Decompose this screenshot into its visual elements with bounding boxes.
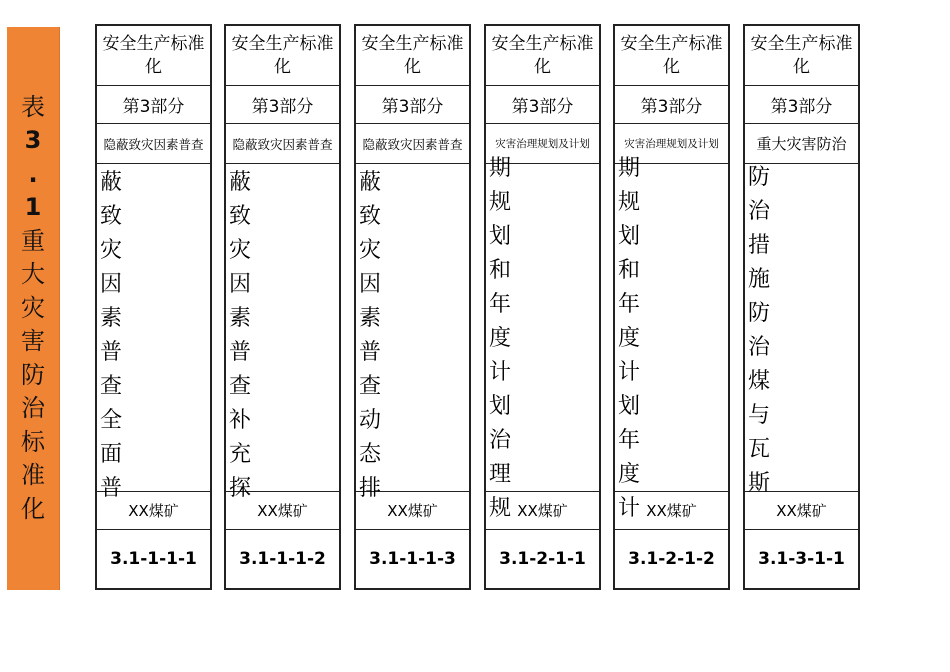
binder-spine-1 (95, 24, 212, 590)
side-label-char: 表 (21, 92, 45, 121)
spine-title: 安全生产标准化 (226, 26, 339, 86)
binder-spine-2 (224, 24, 341, 590)
spine-title: 安全生产标准化 (97, 26, 210, 86)
side-label-char: 灾 (21, 293, 45, 322)
side-label-char: 化 (21, 494, 45, 523)
spine-subtitle: 隐蔽致灾因素普查 (97, 124, 210, 164)
side-label-char: . (28, 159, 38, 188)
side-label-char: 害 (21, 327, 45, 356)
spine-subtitle: 重大灾害防治 (745, 124, 858, 164)
spine-code: 3.1-1-1-1 (110, 549, 197, 569)
side-label-char: 1 (24, 193, 42, 222)
spine-mine-name: XX煤矿 (615, 492, 728, 530)
side-label-char: 标 (21, 427, 45, 456)
spine-body (97, 164, 210, 501)
spine-mine-name: XX煤矿 (97, 492, 210, 530)
spine-body-text: 期规划和年度计划治理规 (489, 156, 512, 521)
binder-spine-3 (354, 24, 471, 590)
spine-body-text: 期规划和年度计划年度计 (618, 156, 641, 521)
binder-spine-6 (743, 24, 860, 590)
spine-part: 第3部分 (226, 86, 339, 124)
spine-code: 3.1-1-1-3 (369, 549, 456, 569)
side-label-table-3-1 (7, 27, 60, 590)
spine-title: 安全生产标准化 (615, 26, 728, 86)
spine-subtitle: 隐蔽致灾因素普查 (356, 124, 469, 164)
spine-mine-name: XX煤矿 (745, 492, 858, 530)
spine-code: 3.1-2-1-1 (499, 549, 586, 569)
binder-spine-5 (613, 24, 730, 590)
spine-title: 安全生产标准化 (486, 26, 599, 86)
spine-subtitle: 隐蔽致灾因素普查 (226, 124, 339, 164)
spine-part: 第3部分 (356, 86, 469, 124)
spine-code: 3.1-3-1-1 (758, 549, 845, 569)
spine-body-text: 防治措施防治煤与瓦斯 (748, 165, 771, 496)
spine-body (745, 164, 858, 496)
binder-spine-4 (484, 24, 601, 590)
spine-body (356, 164, 469, 501)
spine-mine-name: XX煤矿 (226, 492, 339, 530)
side-label-char: 防 (21, 360, 45, 389)
spine-body (226, 164, 339, 501)
spine-title: 安全生产标准化 (745, 26, 858, 86)
spine-part: 第3部分 (615, 86, 728, 124)
spine-mine-name: XX煤矿 (356, 492, 469, 530)
spine-mine-name: XX煤矿 (486, 492, 599, 530)
spine-title: 安全生产标准化 (356, 26, 469, 86)
spine-part: 第3部分 (97, 86, 210, 124)
spine-body-text: 蔽致灾因素普查补充探 (229, 170, 252, 501)
spine-part: 第3部分 (486, 86, 599, 124)
spine-body-text: 蔽致灾因素普查动态排 (359, 170, 382, 501)
side-label-char: 重 (21, 226, 45, 255)
spine-part: 第3部分 (745, 86, 858, 124)
spine-body-text: 蔽致灾因素普查全面普 (100, 170, 123, 501)
spine-code: 3.1-2-1-2 (628, 549, 715, 569)
spine-subtitle: 灾害治理规划及计划 (486, 124, 599, 164)
side-label-char: 治 (21, 394, 45, 423)
spine-code: 3.1-1-1-2 (239, 549, 326, 569)
side-label-char: 3 (24, 126, 42, 155)
side-label-char: 准 (21, 461, 45, 490)
side-label-char: 大 (21, 260, 45, 289)
spine-subtitle: 灾害治理规划及计划 (615, 124, 728, 164)
